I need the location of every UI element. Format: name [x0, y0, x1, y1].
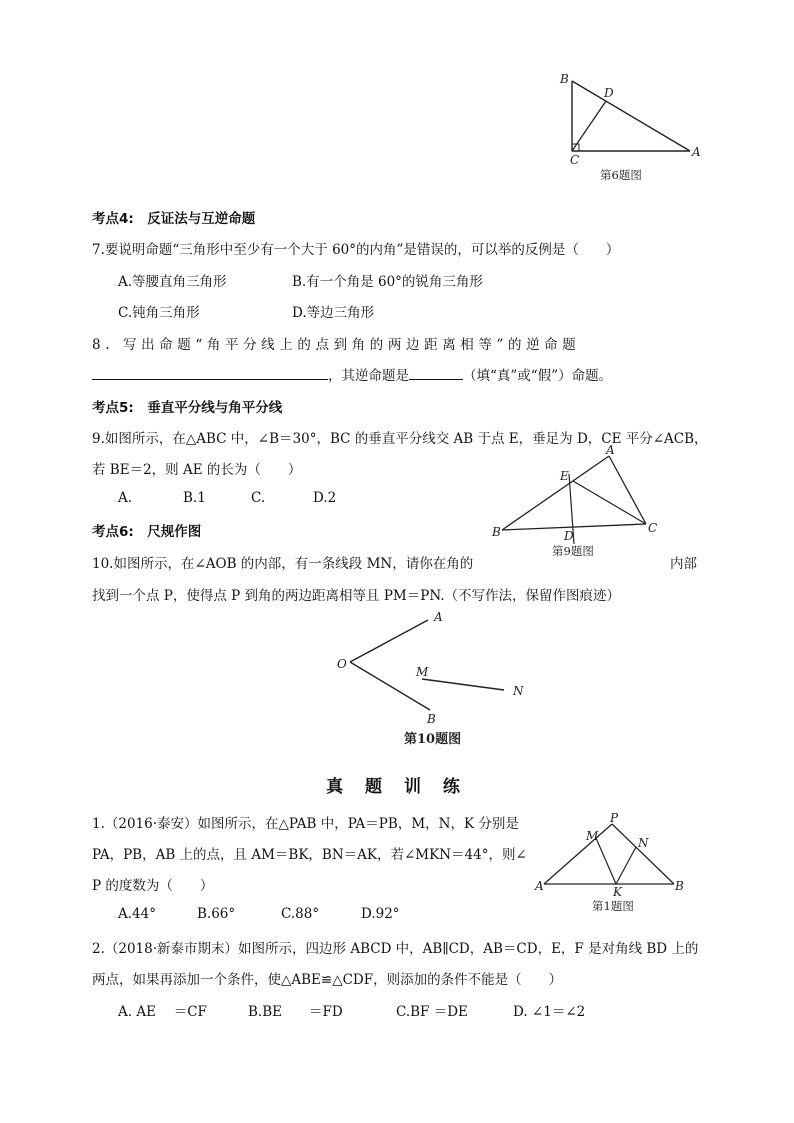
label-c: C	[570, 153, 580, 167]
figure-10-caption: 第10题图	[404, 732, 462, 747]
t1-option-d: D.92°	[361, 906, 400, 922]
side-ap	[544, 824, 612, 884]
t2-line-2: 两点，如果再添加一个条件，使△ABE≌△CDF，则添加的条件不能是（ ）	[92, 972, 563, 988]
t1-line-2: PA，PB，AB 上的点，且 AM＝BK，BN＝AK，若∠MKN＝44°，则∠	[92, 847, 527, 863]
segment-ec	[573, 481, 646, 524]
label-o: O	[337, 657, 347, 671]
kp4-heading: 考点4: 反证法与互逆命题	[92, 211, 256, 227]
label-b: B	[427, 712, 436, 726]
q7-stem: 7.要说明命题“三角形中至少有一个大于 60°的内角”是错误的，可以举的反例是（ ）	[92, 242, 620, 258]
q9-line-2: 若 BE＝2，则 AE 的长为（ ）	[92, 462, 302, 478]
q9-option-b: B.1	[183, 490, 206, 506]
q7-option-b: B.有一个角是 60°的锐角三角形	[292, 274, 483, 290]
t2-option-d: D. ∠1＝∠2	[513, 1004, 586, 1020]
q8-blank-truth[interactable]	[409, 365, 463, 380]
kp5-heading: 考点5: 垂直平分线与角平分线	[92, 400, 283, 416]
label-n: N	[638, 836, 649, 850]
label-p: P	[610, 812, 619, 825]
t1-option-a: A.44°	[118, 906, 156, 922]
t1-option-b: B.66°	[197, 906, 236, 922]
figure-9-caption: 第9题图	[552, 544, 594, 558]
t2-line-1: 2.（2018·新泰市期末）如图所示，四边形 ABCD 中，AB∥CD，AB＝CD，E，F 是对角线 BD 上的	[92, 941, 699, 957]
t2-option-a: A. AE ＝CF	[118, 1004, 207, 1020]
q7-option-c: C.钝角三角形	[118, 305, 200, 321]
segment-mn	[422, 679, 504, 690]
t2-option-c: C.BF ＝DE	[396, 1004, 468, 1020]
label-a: A	[434, 610, 443, 624]
label-a: A	[606, 444, 615, 457]
side-ab	[572, 81, 690, 151]
section-title: 真 题 训 练	[326, 777, 468, 797]
figure-1	[532, 812, 698, 918]
q7-option-d: D.等边三角形	[292, 305, 375, 321]
figure-10	[330, 606, 530, 750]
q8-blank-converse[interactable]	[92, 365, 328, 380]
q9-line-1: 9.如图所示，在△ABC 中，∠B＝30°，BC 的垂直平分线交 AB 于点 E，垂足为 D，CE 平分∠ACB，	[92, 431, 708, 447]
q7-option-a: A.等腰直角三角形	[118, 274, 227, 290]
label-c: C	[648, 521, 658, 535]
label-n: N	[513, 684, 524, 698]
figure-1-caption: 第1题图	[592, 899, 634, 913]
label-a: A	[692, 145, 701, 159]
q10-line-1b: 内部	[670, 556, 697, 572]
label-m: M	[416, 665, 429, 679]
t1-line-1: 1.（2016·泰安）如图所示，在△PAB 中，PA＝PB，M，N，K 分别是	[92, 816, 519, 832]
label-e: E	[560, 469, 569, 483]
side-ac	[609, 456, 646, 524]
figure-9	[488, 444, 658, 560]
q9-option-d: D.2	[313, 490, 337, 506]
segment-mk	[596, 838, 616, 884]
t1-line-3: P 的度数为（ ）	[92, 878, 214, 894]
side-bc	[502, 524, 646, 530]
q9-option-a: A.	[118, 490, 133, 506]
q9-option-c: C.	[251, 490, 266, 506]
t2-option-b: B.BE ＝FD	[248, 1004, 343, 1020]
q10-line-2: 找到一个点 P，使得点 P 到角的两边距离相等且 PM＝PN.（不写作法，保留作图痕迹）	[92, 588, 621, 604]
ray-oa	[350, 620, 428, 662]
q10-line-1a: 10.如图所示，在∠AOB 的内部，有一条线段 MN，请你在角的	[92, 556, 474, 572]
label-b: B	[675, 879, 684, 893]
label-m: M	[586, 829, 599, 843]
label-d: D	[604, 86, 614, 100]
segment-kn	[616, 847, 636, 884]
t1-option-c: C.88°	[281, 906, 320, 922]
figure-6	[556, 66, 708, 186]
label-b: B	[560, 72, 569, 86]
label-a: A	[535, 879, 544, 893]
q8-line-1: 8. 写出命题“角平分线上的点到角的两边距离相等”的逆命题	[92, 337, 581, 353]
figure-6-caption: 第6题图	[600, 168, 642, 182]
label-k: K	[613, 885, 622, 899]
label-b: B	[492, 525, 501, 539]
kp6-heading: 考点6: 尺规作图	[92, 524, 202, 540]
label-d: D	[564, 529, 574, 543]
q8-line-2: ，其逆命题是 （填“真”或“假”）命题。	[92, 364, 612, 384]
